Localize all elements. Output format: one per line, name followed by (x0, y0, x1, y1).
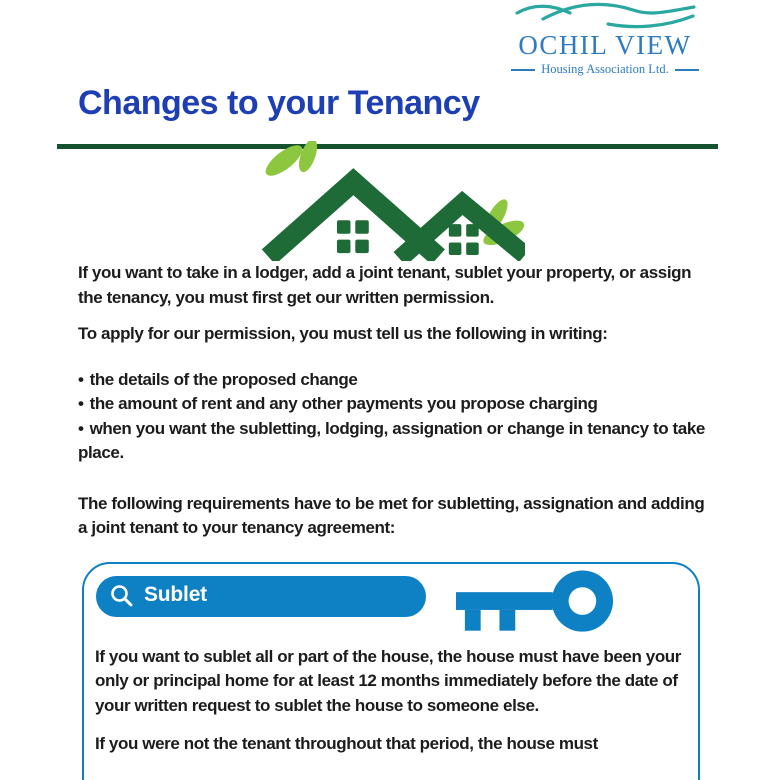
list-item: • when you want the subletting, lodging, assignation or change in tenancy to take place. (78, 418, 705, 463)
right-window (449, 224, 479, 255)
leaf-cluster-left (261, 141, 321, 181)
sublet-card-header (91, 576, 684, 641)
subtitle-dash-right (675, 69, 699, 71)
page-title: Changes to your Tenancy (78, 84, 480, 122)
sublet-heading: Sublet (144, 583, 207, 607)
house-roofs-icon (255, 141, 525, 261)
sublet-paragraph-2: If you were not the tenant throughout that period, the house must (95, 734, 598, 754)
list-item: • the details of the proposed change (78, 369, 358, 389)
intro-paragraph-1: If you want to take in a lodger, add a joint tenant, sublet your property, or assign the tenancy, you must first get our written permission. (78, 263, 692, 307)
hills-waves-icon (513, 0, 698, 30)
requirements-list (78, 368, 710, 466)
brand-logo (505, 0, 705, 77)
sublet-card (82, 562, 700, 780)
sublet-paragraph-1: If you want to sublet all or part of the house, the house must have been your only or principal home for at least 12 months immediately before the date of your written request to sublet the house to someone else. (95, 646, 681, 715)
subtitle-dash-left (511, 69, 535, 71)
intro-paragraph-2: To apply for our permission, you must tell us the following in writing: (78, 324, 608, 344)
bullet-marker: • (78, 369, 84, 389)
brand-subtitle: Housing Association Ltd. (505, 62, 705, 77)
sublet-heading-pill (96, 576, 426, 617)
key-icon (456, 569, 614, 641)
brand-name: OCHIL VIEW (518, 30, 692, 60)
bullet-marker: • (78, 394, 84, 414)
search-icon (109, 583, 135, 609)
intro-paragraph-3: The following requirements have to be met for subletting, assignation and adding a joint tenant to your tenancy agreement: (78, 493, 705, 538)
list-item: • the amount of rent and any other payments you propose charging (78, 394, 598, 414)
bullet-marker: • (78, 418, 84, 438)
left-window (337, 220, 369, 253)
